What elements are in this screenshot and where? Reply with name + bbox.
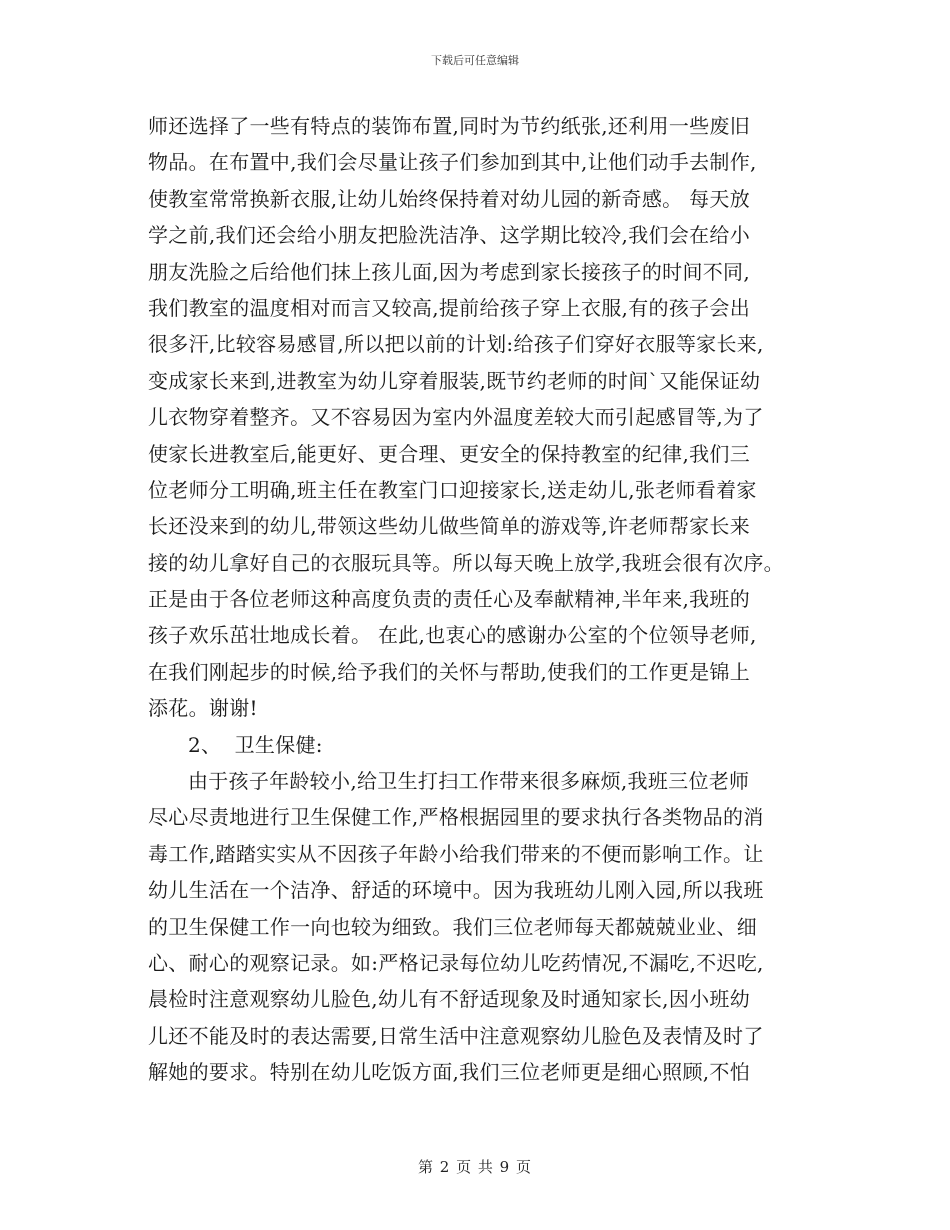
text-line: 接的幼儿拿好自己的衣服玩具等。所以每天晚上放学,我班会很有次序。: [148, 550, 784, 575]
text-line: 正是由于各位老师这种高度负责的责任心及奉献精神,半年来,我班的: [148, 587, 751, 612]
text-line: 位老师分工明确,班主任在教室门口迎接家长,送走幼儿,张老师看着家: [148, 477, 757, 502]
text-line: 在我们刚起步的时候,给予我们的关怀与帮助,使我们的工作更是锦上: [148, 659, 751, 684]
text-line: 心、耐心的观察记录。如:严格记录每位幼儿吃药情况,不漏吃,不迟吃,: [148, 950, 764, 975]
text-line: 的卫生保健工作一向也较为细致。我们三位老师每天都兢兢业业、细: [148, 914, 757, 939]
text-line: 我们教室的温度相对而言又较高,提前给孩子穿上衣服,有的孩子会出: [148, 295, 751, 320]
text-line: 很多汗,比较容易感冒,所以把以前的计划:给孩子们穿好衣服等家长来,: [148, 332, 764, 357]
text-line: 晨检时注意观察幼儿脸色,幼儿有不舒适现象及时通知家长,因小班幼: [148, 987, 751, 1012]
text-line: 物品。在布置中,我们会尽量让孩子们参加到其中,让他们动手去制作,: [148, 150, 757, 175]
text-line: 学之前,我们还会给小朋友把脸洗洁净、这学期比较冷,我们会在给小: [148, 223, 751, 248]
text-line: 由于孩子年龄较小,给卫生打扫工作带来很多麻烦,我班三位老师: [148, 769, 750, 794]
text-line: 尽心尽责地进行卫生保健工作,严格根据园里的要求执行各类物品的消: [148, 805, 764, 830]
text-line: 朋友洗脸之后给他们抹上孩儿面,因为考虑到家长接孩子的时间不同,: [148, 259, 751, 284]
text-line: 师还选择了一些有特点的装饰布置,同时为节约纸张,还利用一些废旧: [148, 114, 751, 138]
text-line: 变成家长来到,进教室为幼儿穿着服装,既节约老师的时间`又能保证幼: [148, 368, 761, 393]
page-header: 下载后可任意编辑: [431, 54, 519, 67]
text-line: 幼儿生活在一个洁净、舒适的环境中。因为我班幼儿刚入园,所以我班: [148, 878, 764, 903]
text-line: 添花。谢谢!: [148, 696, 258, 721]
text-line: 解她的要求。特别在幼儿吃饭方面,我们三位老师更是细心照顾,不怕: [148, 1060, 751, 1085]
text-line: 使教室常常换新衣服,让幼儿始终保持着对幼儿园的新奇感。 每天放: [148, 186, 751, 211]
page-number: 第 2 页 共 9 页: [418, 1158, 532, 1176]
text-line: 毒工作,踏踏实实从不因孩子年龄小给我们带来的不便而影响工作。让: [148, 841, 764, 866]
text-line: 孩子欢乐茁壮地成长着。 在此,也衷心的感谢办公室的个位领导老师,: [148, 623, 757, 648]
text-line: 使家长进教室后,能更好、更合理、更安全的保持教室的纪律,我们三: [148, 441, 751, 466]
text-line: 长还没来到的幼儿,带领这些幼儿做些简单的游戏等,许老师帮家长来: [148, 514, 751, 539]
text-line: 儿衣物穿着整齐。又不容易因为室内外温度差较大而引起感冒等,为了: [148, 405, 764, 430]
document-body: [148, 108, 808, 1091]
text-line: 儿还不能及时的表达需要,日常生活中注意观察幼儿脸色及表情及时了: [148, 1023, 764, 1048]
section-heading: 2、 卫生保健:: [148, 732, 323, 757]
